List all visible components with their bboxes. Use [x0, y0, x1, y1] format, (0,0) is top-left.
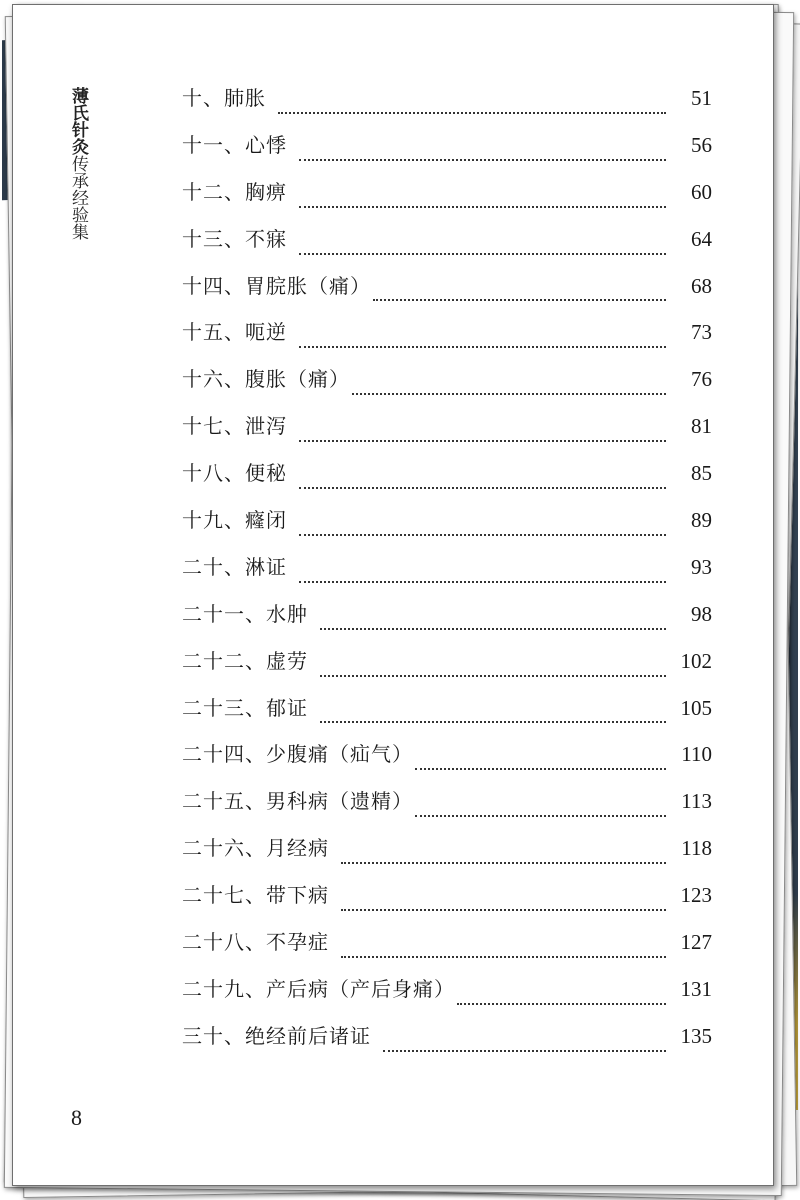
dot-leader — [373, 299, 666, 301]
toc-entry-title: 二十、淋证 — [182, 554, 287, 579]
toc-entry-page: 85 — [691, 461, 712, 486]
toc-entry[interactable] — [182, 926, 712, 973]
dot-leader — [457, 1003, 666, 1005]
toc-entry-title: 二十六、月经病 — [182, 836, 329, 861]
toc-entry-page: 135 — [680, 1023, 712, 1048]
toc-entry-page: 93 — [691, 554, 712, 579]
toc-entry-page: 131 — [680, 976, 712, 1001]
toc-entry-page: 73 — [691, 320, 712, 345]
toc-entry[interactable] — [182, 832, 712, 879]
dot-leader — [320, 675, 666, 677]
dot-leader — [278, 112, 666, 114]
dot-leader — [299, 534, 666, 536]
dot-leader — [299, 487, 666, 489]
toc-entry-page: 98 — [691, 601, 712, 626]
toc-entry[interactable] — [182, 598, 712, 645]
toc-entry-title: 十三、不寐 — [182, 226, 287, 251]
toc-entry-title: 二十五、男科病（遗精） — [182, 789, 413, 814]
toc-entry-title: 十七、泄泻 — [182, 414, 287, 439]
dot-leader — [299, 206, 666, 208]
dot-leader — [299, 440, 666, 442]
page-number: 8 — [71, 1105, 82, 1130]
toc-entry[interactable] — [182, 1020, 712, 1067]
toc-entry-title: 十、肺胀 — [182, 86, 266, 110]
toc-entry-title: 二十二、虚劳 — [182, 648, 308, 673]
toc-entry-page: 76 — [691, 367, 712, 392]
toc-entry[interactable] — [182, 129, 712, 176]
toc-entry-title: 十九、癃闭 — [182, 508, 287, 533]
dot-leader — [299, 346, 666, 348]
toc-entry-page: 81 — [691, 414, 712, 439]
dot-leader — [341, 862, 666, 864]
toc-entry-title: 二十三、郁证 — [182, 695, 308, 720]
toc-entry[interactable] — [182, 551, 712, 598]
toc-entry-page: 64 — [691, 226, 712, 251]
toc-entry[interactable] — [182, 504, 712, 551]
toc-entry-title: 三十、绝经前后诸证 — [182, 1023, 371, 1048]
toc-entry-page: 102 — [680, 648, 712, 673]
toc-entry-page: 56 — [691, 132, 712, 157]
toc-entry-page: 51 — [691, 86, 712, 110]
toc-entry[interactable] — [182, 176, 712, 223]
dot-leader — [299, 581, 666, 583]
toc-entry-title: 二十八、不孕症 — [182, 930, 329, 955]
dot-leader — [341, 956, 666, 958]
dot-leader — [383, 1050, 666, 1052]
dot-leader — [415, 815, 666, 817]
dot-leader — [299, 253, 666, 255]
toc-entry[interactable] — [182, 457, 712, 504]
toc-entry-title: 十一、心悸 — [182, 132, 287, 157]
toc-entry-title: 二十四、少腹痛（疝气） — [182, 742, 413, 767]
dot-leader — [320, 721, 666, 723]
toc-entry[interactable] — [182, 879, 712, 926]
toc-entry[interactable] — [182, 738, 712, 785]
toc-entry[interactable] — [182, 645, 712, 692]
dot-leader — [352, 393, 666, 395]
toc-entry-title: 十二、胸痹 — [182, 179, 287, 204]
toc-entry-page: 113 — [681, 789, 712, 814]
toc-entry-page: 127 — [680, 930, 712, 955]
dot-leader — [299, 159, 666, 161]
dot-leader — [320, 628, 666, 630]
toc-entry-page: 110 — [681, 742, 712, 767]
toc-entry[interactable] — [182, 410, 712, 457]
toc-entry-title: 二十一、水肿 — [182, 601, 308, 626]
running-book-title — [67, 87, 87, 240]
toc-entry-title: 十六、腹胀（痛） — [182, 367, 350, 392]
toc-entry[interactable] — [182, 82, 712, 129]
toc-entry[interactable] — [182, 316, 712, 363]
toc-entry-page: 118 — [681, 836, 712, 861]
toc-entry-page: 60 — [691, 179, 712, 204]
toc-entry[interactable] — [182, 785, 712, 832]
dot-leader — [415, 768, 666, 770]
toc-entry-title: 二十九、产后病（产后身痛） — [182, 976, 455, 1001]
toc-entry[interactable] — [182, 223, 712, 270]
dot-leader — [341, 909, 666, 911]
toc-entry[interactable] — [182, 692, 712, 739]
toc-entry-page: 68 — [691, 273, 712, 298]
table-of-contents — [182, 82, 712, 1067]
toc-entry-page: 105 — [680, 695, 712, 720]
toc-entry-page: 89 — [691, 508, 712, 533]
toc-entry-title: 二十七、带下病 — [182, 883, 329, 908]
book-title-bold: 薄氏针灸 — [68, 87, 88, 155]
book-title-light: 传承经验集 — [68, 155, 88, 240]
toc-entry[interactable] — [182, 363, 712, 410]
toc-entry-title: 十五、呃逆 — [182, 320, 287, 345]
toc-entry[interactable] — [182, 270, 712, 317]
toc-entry-page: 123 — [680, 883, 712, 908]
toc-entry[interactable] — [182, 973, 712, 1020]
toc-entry-title: 十四、胃脘胀（痛） — [182, 273, 371, 298]
book-page — [12, 4, 774, 1186]
toc-entry-title: 十八、便秘 — [182, 461, 287, 486]
